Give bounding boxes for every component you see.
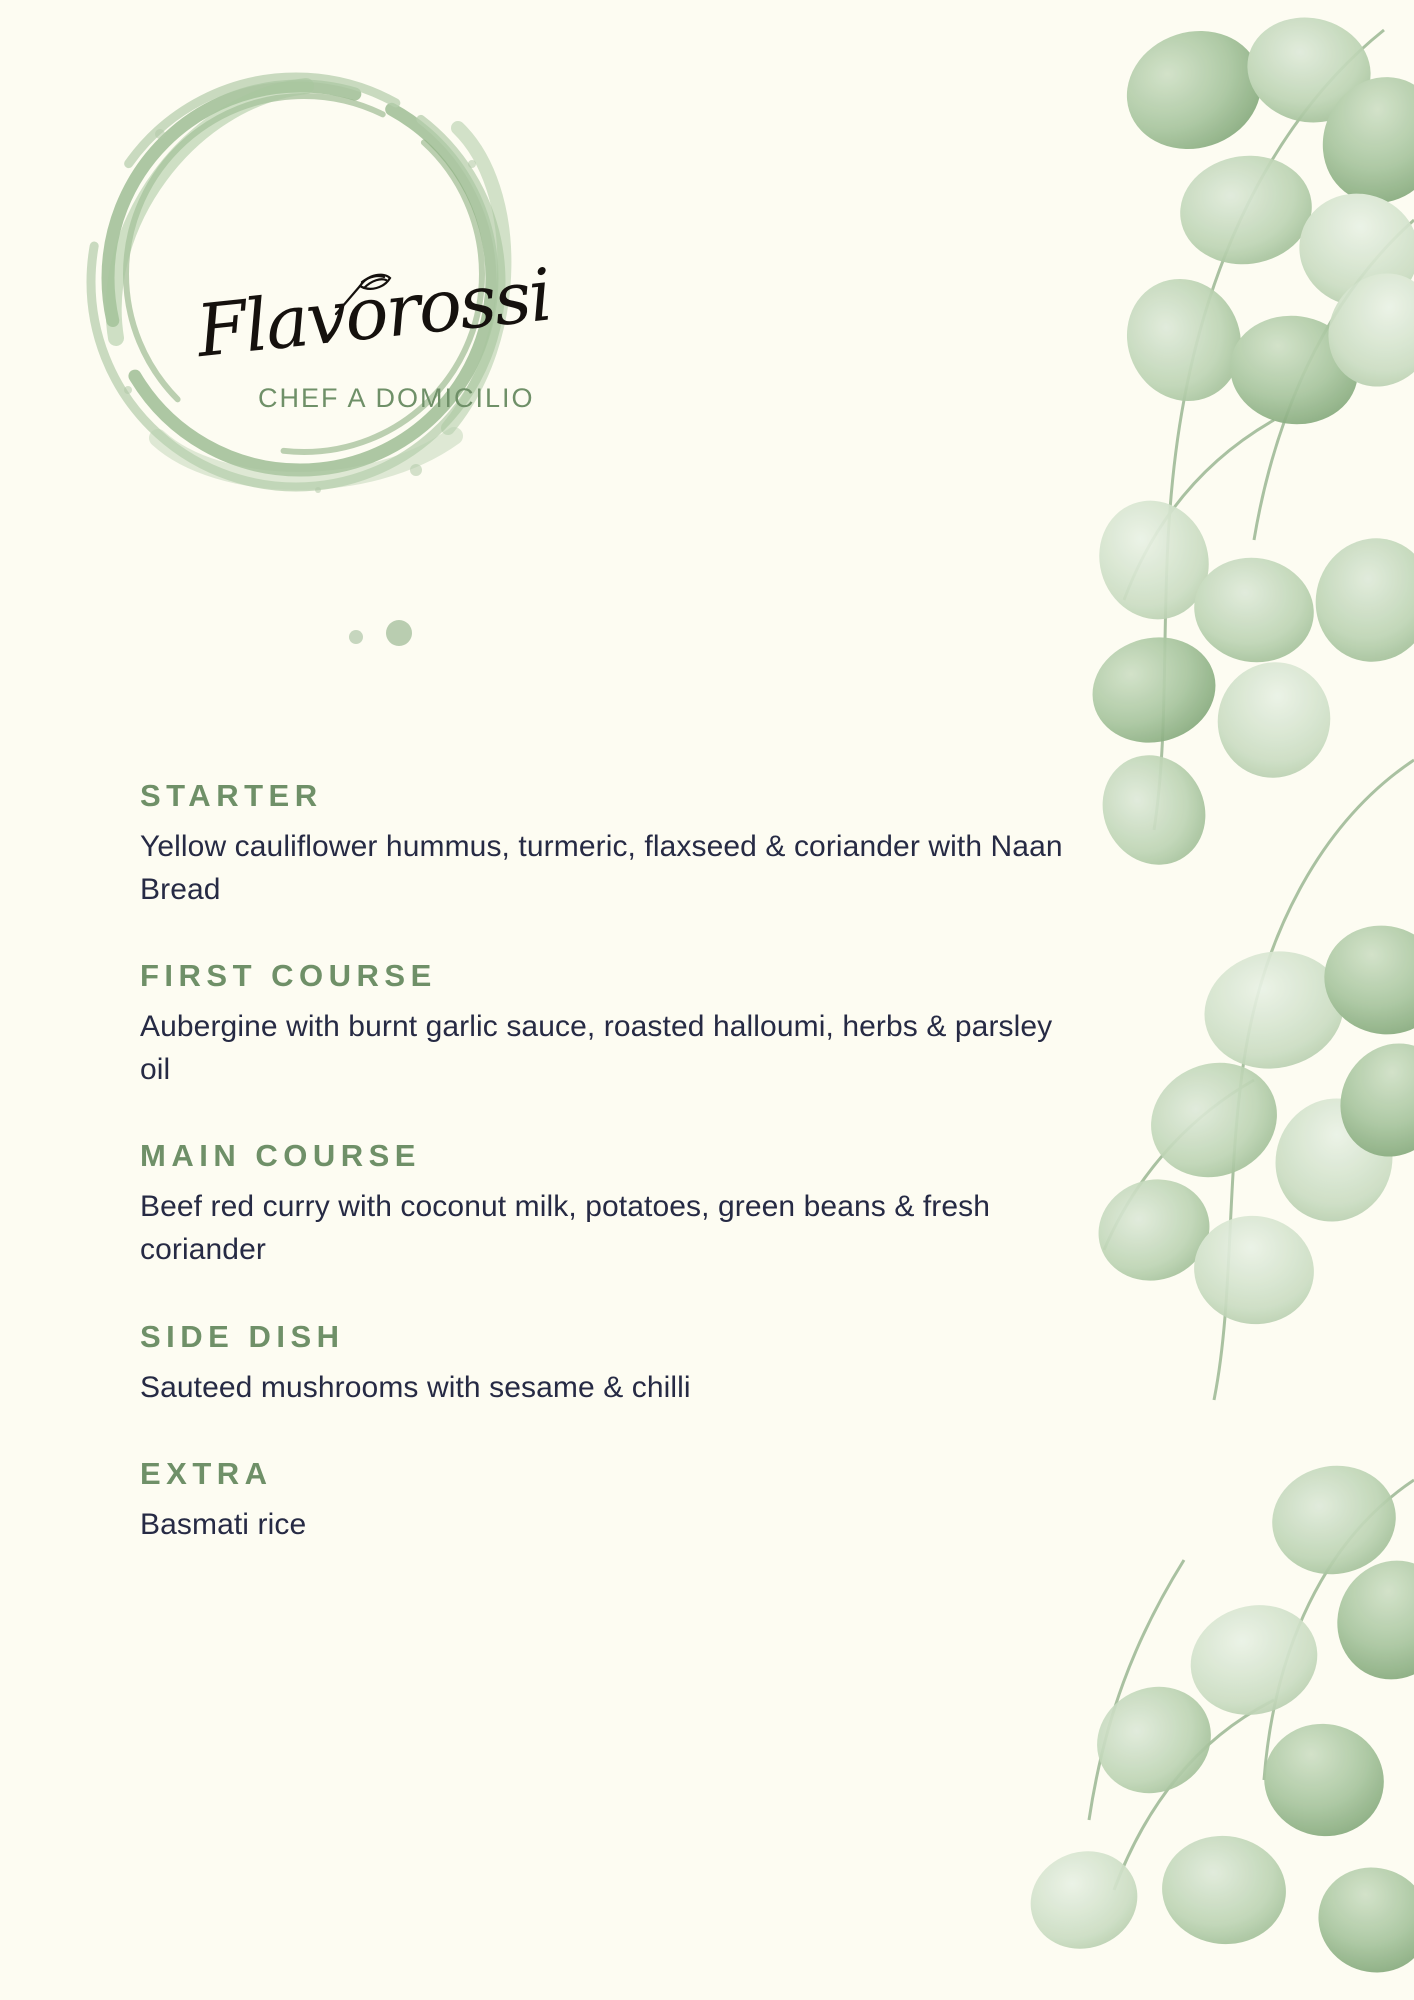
menu-section: [140, 778, 1110, 911]
brand-name: Flavorossi: [192, 252, 555, 374]
section-title: SIDE DISH: [140, 1318, 345, 1354]
decorative-dot-large: [386, 620, 412, 646]
section-description: Yellow cauliflower hummus, turmeric, flaxseed & coriander with Naan Bread: [140, 830, 1063, 906]
menu-section: [140, 1319, 1110, 1410]
menu-list: [140, 778, 1110, 1547]
section-description: Basmati rice: [140, 1508, 307, 1542]
section-description: Aubergine with burnt garlic sauce, roasted halloumi, herbs & parsley oil: [140, 1010, 1053, 1086]
menu-section: [140, 958, 1110, 1091]
section-title: EXTRA: [140, 1456, 273, 1492]
brand-tagline: CHEF A DOMICILIO: [258, 383, 535, 413]
menu-section: [140, 1456, 1110, 1547]
section-title: STARTER: [140, 778, 323, 813]
section-description: Beef red curry with coconut milk, potatoes, green beans & fresh coriander: [140, 1190, 991, 1266]
brand-logo: [68, 38, 588, 598]
section-title: FIRST COURSE: [140, 958, 437, 994]
section-description: Sauteed mushrooms with sesame & chilli: [140, 1370, 691, 1404]
menu-section: [140, 1138, 1110, 1271]
section-title: MAIN COURSE: [140, 1138, 421, 1174]
decorative-dot-small: [349, 630, 363, 644]
